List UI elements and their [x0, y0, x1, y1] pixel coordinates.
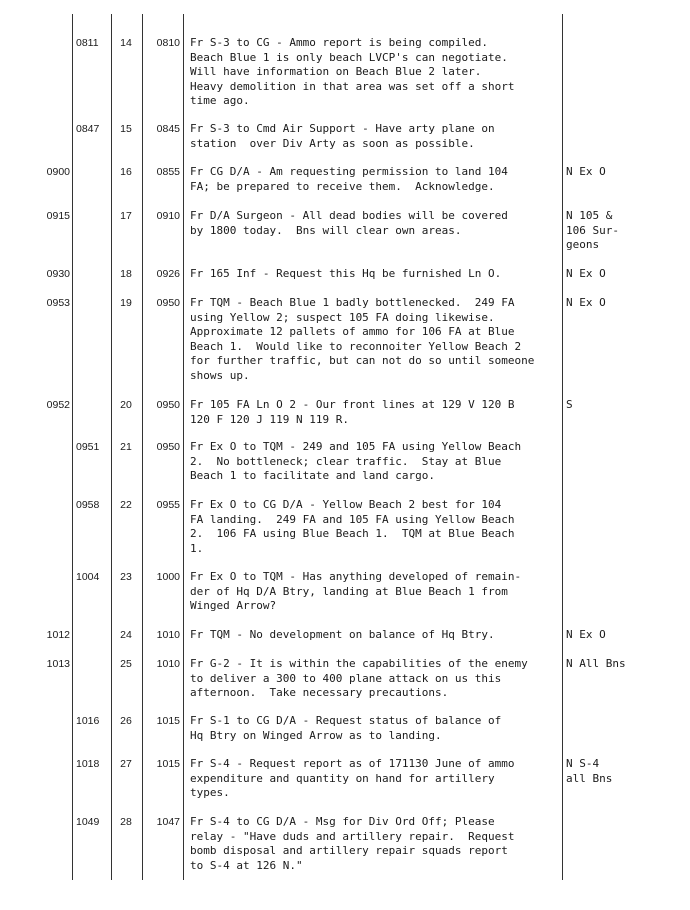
message-text: Fr S-3 to Cmd Air Support - Have arty plane on station over Div Arty as soon as possible. — [190, 122, 495, 150]
serial-number: 26 — [120, 715, 132, 727]
time-out: 1004 — [76, 571, 100, 583]
action-text: S — [566, 398, 573, 411]
message-text: Fr D/A Surgeon - All dead bodies will be covered by 1800 today. Bns will clear own areas. — [190, 209, 508, 237]
time-in: 1013 — [46, 658, 70, 670]
serial-number: 14 — [120, 37, 132, 49]
time-origin: 0950 — [156, 441, 180, 453]
time-origin: 1047 — [156, 816, 180, 828]
serial-number: 24 — [120, 629, 132, 641]
serial-number: 18 — [120, 268, 132, 280]
serial-number: 20 — [120, 399, 132, 411]
time-in: 0953 — [46, 297, 70, 309]
column-divider — [72, 14, 73, 880]
column-divider — [142, 14, 143, 880]
time-in: 0952 — [46, 399, 70, 411]
message-text: Fr 165 Inf - Request this Hq be furnished Ln O. — [190, 267, 502, 280]
action-text: N 105 & 106 Sur- geons — [566, 209, 619, 252]
time-out: 1018 — [76, 758, 100, 770]
serial-number: 25 — [120, 658, 132, 670]
time-out: 0811 — [76, 37, 99, 49]
time-in: 0930 — [46, 268, 70, 280]
serial-number: 28 — [120, 816, 132, 828]
serial-number: 19 — [120, 297, 132, 309]
time-origin: 1010 — [156, 658, 180, 670]
action-text: N Ex O — [566, 165, 606, 178]
serial-number: 22 — [120, 499, 132, 511]
message-text: Fr S-4 to CG D/A - Msg for Div Ord Off; Please relay - "Have duds and artillery repair. Request bomb disposal and artillery repair squads report to S-4 at 126 N." — [190, 815, 515, 872]
time-in: 0915 — [46, 210, 70, 222]
message-text: Fr Ex O to TQM - 249 and 105 FA using Yellow Beach 2. No bottleneck; clear traffic. Stay at Blue Beach 1 to facilitate and land cargo. — [190, 440, 522, 483]
serial-number: 15 — [120, 123, 132, 135]
time-origin: 0950 — [156, 399, 180, 411]
column-divider — [111, 14, 112, 880]
time-out: 1049 — [76, 816, 100, 828]
message-text: Fr 105 FA Ln O 2 - Our front lines at 129 V 120 B 120 F 120 J 119 N 119 R. — [190, 398, 515, 426]
serial-number: 27 — [120, 758, 132, 770]
message-text: Fr S-3 to CG - Ammo report is being compiled. Beach Blue 1 is only beach LVCP's can negotiate. Will have information on Beach Blue 2 later. Heavy demolition in that area was set off a short time ago. — [190, 36, 515, 108]
action-text: N Ex O — [566, 296, 606, 309]
time-origin: 0950 — [156, 297, 180, 309]
time-out: 1016 — [76, 715, 100, 727]
time-origin: 1015 — [156, 758, 180, 770]
serial-number: 23 — [120, 571, 132, 583]
message-text: Fr CG D/A - Am requesting permission to land 104 FA; be prepared to receive them. Acknowledge. — [190, 165, 508, 193]
time-origin: 1015 — [156, 715, 180, 727]
message-text: Fr TQM - No development on balance of Hq Btry. — [190, 628, 495, 641]
serial-number: 17 — [120, 210, 132, 222]
time-out: 0958 — [76, 499, 100, 511]
time-in: 1012 — [46, 629, 70, 641]
time-origin: 1000 — [156, 571, 180, 583]
message-text: Fr Ex O to CG D/A - Yellow Beach 2 best for 104 FA landing. 249 FA and 105 FA using Yellow Beach 2. 106 FA using Blue Beach 1. TQM at Blue Beach 1. — [190, 498, 515, 555]
serial-number: 21 — [120, 441, 132, 453]
time-origin: 0810 — [156, 37, 180, 49]
time-origin: 0955 — [156, 499, 180, 511]
time-origin: 0855 — [156, 166, 180, 178]
message-text: Fr S-1 to CG D/A - Request status of balance of Hq Btry on Winged Arrow as to landing. — [190, 714, 502, 742]
message-text: Fr TQM - Beach Blue 1 badly bottlenecked. 249 FA using Yellow 2; suspect 105 FA doing likewise. Approximate 12 pallets of ammo for 106 FA at Blue Beach 1. Would like to reconnoiter Yellow Beach 2 for further traffic, but can not do so until someone shows up. — [190, 296, 535, 382]
column-divider — [183, 14, 184, 880]
action-text: N All Bns — [566, 657, 626, 670]
time-in: 0900 — [46, 166, 70, 178]
action-text: N Ex O — [566, 628, 606, 641]
message-text: Fr G-2 - It is within the capabilities of the enemy to deliver a 300 to 400 plane attack on us this afternoon. Take necessary precautions. — [190, 657, 528, 700]
time-origin: 1010 — [156, 629, 180, 641]
time-out: 0847 — [76, 123, 100, 135]
message-text: Fr Ex O to TQM - Has anything developed of remain- der of Hq D/A Btry, landing at Blue Beach 1 from Winged Arrow? — [190, 570, 522, 613]
time-origin: 0845 — [156, 123, 180, 135]
time-origin: 0910 — [156, 210, 180, 222]
time-out: 0951 — [76, 441, 100, 453]
message-text: Fr S-4 - Request report as of 171130 June of ammo expenditure and quantity on hand for artillery types. — [190, 757, 515, 800]
serial-number: 16 — [120, 166, 132, 178]
action-text: N Ex O — [566, 267, 606, 280]
action-text: N S-4 all Bns — [566, 757, 613, 785]
time-origin: 0926 — [156, 268, 180, 280]
